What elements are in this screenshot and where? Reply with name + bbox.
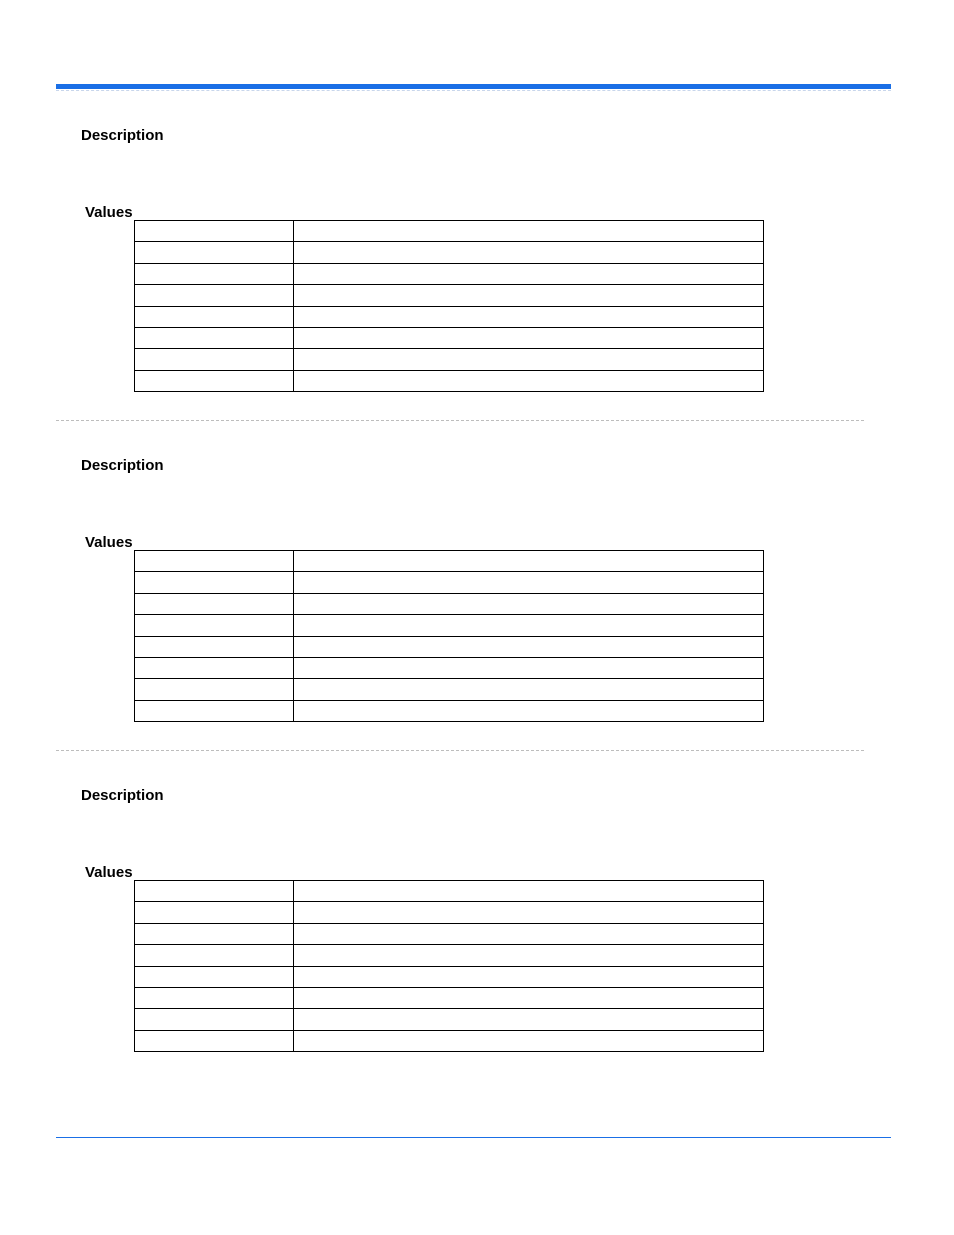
- section-2: [0, 457, 954, 777]
- table-cell-meaning: [294, 923, 764, 944]
- table-cell-value: [135, 615, 294, 636]
- values-heading: Values: [85, 204, 133, 221]
- header-rule: [56, 84, 891, 89]
- values-table: [134, 550, 764, 722]
- table-row: [135, 263, 764, 284]
- values-table: [134, 880, 764, 1052]
- footer-rule: [56, 1137, 891, 1138]
- table-cell-value: [135, 370, 294, 391]
- table-cell-meaning: [294, 327, 764, 348]
- section-separator: [56, 420, 864, 421]
- table-cell-meaning: [294, 966, 764, 987]
- table-cell-value: [135, 636, 294, 657]
- table-row: [135, 657, 764, 678]
- table-cell-meaning: [294, 551, 764, 572]
- table-cell-meaning: [294, 987, 764, 1008]
- table-cell-meaning: [294, 242, 764, 263]
- table-cell-value: [135, 987, 294, 1008]
- table-cell-value: [135, 1009, 294, 1030]
- table-cell-value: [135, 923, 294, 944]
- table-cell-meaning: [294, 263, 764, 284]
- section-1: [0, 127, 954, 447]
- values-heading: Values: [85, 534, 133, 551]
- table-cell-value: [135, 966, 294, 987]
- table-row: [135, 593, 764, 614]
- table-cell-meaning: [294, 881, 764, 902]
- table-cell-meaning: [294, 902, 764, 923]
- table-cell-value: [135, 679, 294, 700]
- table-cell-meaning: [294, 285, 764, 306]
- table-cell-value: [135, 551, 294, 572]
- table-cell-value: [135, 306, 294, 327]
- table-cell-value: [135, 263, 294, 284]
- table-row: [135, 349, 764, 370]
- values-heading: Values: [85, 864, 133, 881]
- table-row: [135, 221, 764, 242]
- description-heading: Description: [81, 127, 164, 144]
- table-cell-meaning: [294, 349, 764, 370]
- header-rule-dashed: [56, 90, 891, 91]
- table-row: [135, 370, 764, 391]
- table-row: [135, 923, 764, 944]
- table-cell-meaning: [294, 945, 764, 966]
- table-cell-value: [135, 242, 294, 263]
- table-row: [135, 306, 764, 327]
- values-table: [134, 220, 764, 392]
- table-cell-meaning: [294, 657, 764, 678]
- table-row: [135, 551, 764, 572]
- table-cell-meaning: [294, 221, 764, 242]
- table-row: [135, 700, 764, 721]
- table-row: [135, 572, 764, 593]
- table-cell-value: [135, 1030, 294, 1051]
- table-cell-value: [135, 349, 294, 370]
- table-cell-meaning: [294, 1030, 764, 1051]
- table-row: [135, 881, 764, 902]
- table-row: [135, 636, 764, 657]
- table-cell-value: [135, 221, 294, 242]
- table-row: [135, 966, 764, 987]
- table-cell-meaning: [294, 700, 764, 721]
- table-cell-value: [135, 593, 294, 614]
- section-separator: [56, 750, 864, 751]
- table-cell-value: [135, 327, 294, 348]
- table-row: [135, 679, 764, 700]
- description-heading: Description: [81, 787, 164, 804]
- table-row: [135, 1030, 764, 1051]
- table-cell-meaning: [294, 679, 764, 700]
- table-row: [135, 615, 764, 636]
- table-cell-value: [135, 945, 294, 966]
- table-cell-value: [135, 572, 294, 593]
- table-row: [135, 327, 764, 348]
- table-row: [135, 945, 764, 966]
- table-cell-value: [135, 657, 294, 678]
- table-cell-meaning: [294, 615, 764, 636]
- table-cell-meaning: [294, 1009, 764, 1030]
- table-cell-meaning: [294, 572, 764, 593]
- table-cell-meaning: [294, 370, 764, 391]
- description-heading: Description: [81, 457, 164, 474]
- table-row: [135, 242, 764, 263]
- table-row: [135, 987, 764, 1008]
- table-cell-value: [135, 881, 294, 902]
- table-cell-meaning: [294, 306, 764, 327]
- table-cell-meaning: [294, 593, 764, 614]
- table-cell-value: [135, 285, 294, 306]
- table-cell-value: [135, 700, 294, 721]
- table-cell-meaning: [294, 636, 764, 657]
- table-row: [135, 902, 764, 923]
- table-cell-value: [135, 902, 294, 923]
- section-3: [0, 787, 954, 1107]
- table-row: [135, 1009, 764, 1030]
- table-row: [135, 285, 764, 306]
